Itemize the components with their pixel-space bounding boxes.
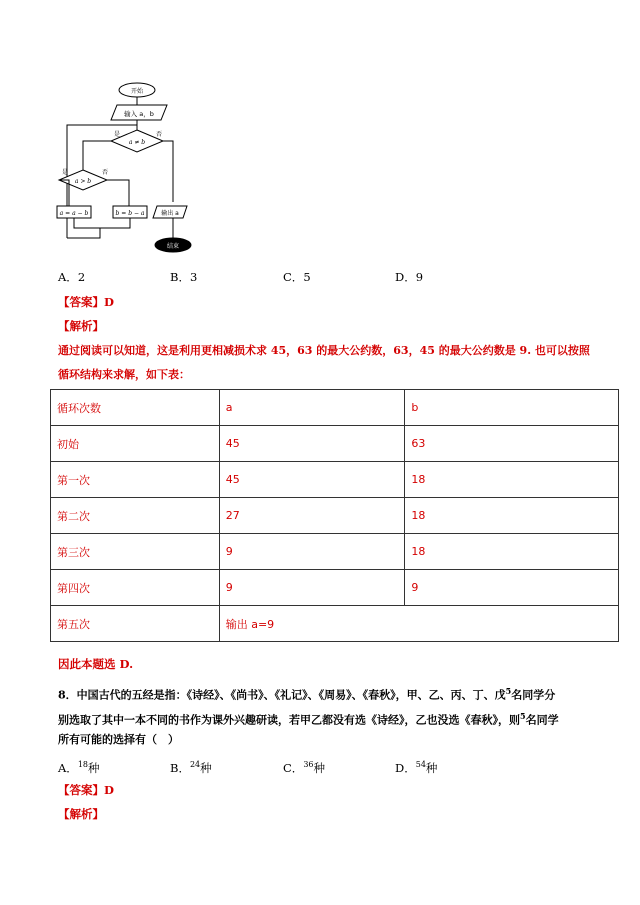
conclusion: 因此本题选 D. bbox=[58, 657, 134, 671]
table-cell: 9 bbox=[219, 534, 405, 570]
analysis-1-line-1: 通过阅读可以知道，这是利用更相减损术求 45，63 的最大公约数，63，45 的最大公约数是 9. 也可以按照 bbox=[58, 344, 590, 357]
q7-option-a: A．2 bbox=[58, 270, 86, 284]
q7-option-d: D．9 bbox=[395, 270, 424, 284]
answer-2: 【答案】D bbox=[58, 783, 114, 797]
flowchart-start-label: 开始 bbox=[130, 88, 144, 95]
answer-1: 【答案】D bbox=[58, 295, 114, 309]
q8-line-1: 8．中国古代的五经是指：《诗经》、《尚书》、《礼记》、《周易》、《春秋》，甲、乙、丙、丁、戊$^5$名同学分 bbox=[58, 686, 556, 702]
table-cell: 18 bbox=[405, 462, 619, 498]
table-cell: 第一次 bbox=[51, 462, 220, 498]
q8-option-c: C．$^{36}$种 bbox=[283, 760, 325, 775]
table-row bbox=[51, 426, 619, 462]
table-cell: 第五次 bbox=[51, 606, 220, 642]
table-cell: 9 bbox=[405, 570, 619, 606]
q7-option-b: B．3 bbox=[170, 270, 198, 284]
analysis-1-line-2: 循环结构来求解，如下表： bbox=[58, 368, 190, 381]
q8-option-a: A．$^{18}$种 bbox=[58, 760, 100, 775]
analysis-2-label: 【解析】 bbox=[58, 807, 104, 821]
table-cell: 初始 bbox=[51, 426, 220, 462]
table-cell: 18 bbox=[405, 534, 619, 570]
flowchart-yes-top: 是 bbox=[113, 131, 121, 138]
table-cell: 27 bbox=[219, 498, 405, 534]
q8-line-3: 所有可能的选择有（ ） bbox=[58, 733, 179, 746]
loop-table bbox=[50, 389, 619, 642]
q8-option-d: D．$^{54}$种 bbox=[395, 760, 438, 775]
table-row bbox=[51, 606, 619, 642]
flowchart-assign-a-label: a = a − b bbox=[59, 210, 89, 217]
flowchart-yes-left: 是 bbox=[61, 169, 69, 176]
q8-line-2: 别选取了其中一本不同的书作为课外兴趣研读，若甲乙都没有选《诗经》，乙也没选《春秋》，则$^5$名同学 bbox=[58, 711, 559, 727]
table-cell: 45 bbox=[219, 462, 405, 498]
flowchart-end-label: 结束 bbox=[166, 243, 180, 250]
table-cell: 第三次 bbox=[51, 534, 220, 570]
table-cell: 9 bbox=[219, 570, 405, 606]
table-row bbox=[51, 570, 619, 606]
flowchart bbox=[55, 78, 195, 258]
flowchart-no-top: 否 bbox=[155, 131, 163, 138]
table-cell: 第四次 bbox=[51, 570, 220, 606]
table-cell: b bbox=[405, 390, 619, 426]
flowchart-output-label: 输出 a bbox=[161, 210, 179, 217]
q7-option-c: C．5 bbox=[283, 270, 311, 284]
table-row bbox=[51, 390, 619, 426]
analysis-1-label: 【解析】 bbox=[58, 319, 104, 333]
table-cell: a bbox=[219, 390, 405, 426]
table-row bbox=[51, 534, 619, 570]
flowchart-assign-b-label: b = b − a bbox=[115, 210, 145, 217]
flowchart-cond2-label: a > b bbox=[74, 178, 92, 185]
table-cell: 18 bbox=[405, 498, 619, 534]
table-cell: 第二次 bbox=[51, 498, 220, 534]
q8-option-b: B．$^{24}$种 bbox=[170, 760, 212, 775]
table-cell: 输出 a=9 bbox=[219, 606, 618, 642]
table-cell: 45 bbox=[219, 426, 405, 462]
flowchart-input-label: 输入 a，b bbox=[124, 110, 154, 118]
table-cell: 循环次数 bbox=[51, 390, 220, 426]
flowchart-cond1-label: a ≠ b bbox=[128, 139, 146, 146]
flowchart-no-left: 否 bbox=[101, 169, 109, 176]
table-row bbox=[51, 462, 619, 498]
table-cell: 63 bbox=[405, 426, 619, 462]
table-row bbox=[51, 498, 619, 534]
